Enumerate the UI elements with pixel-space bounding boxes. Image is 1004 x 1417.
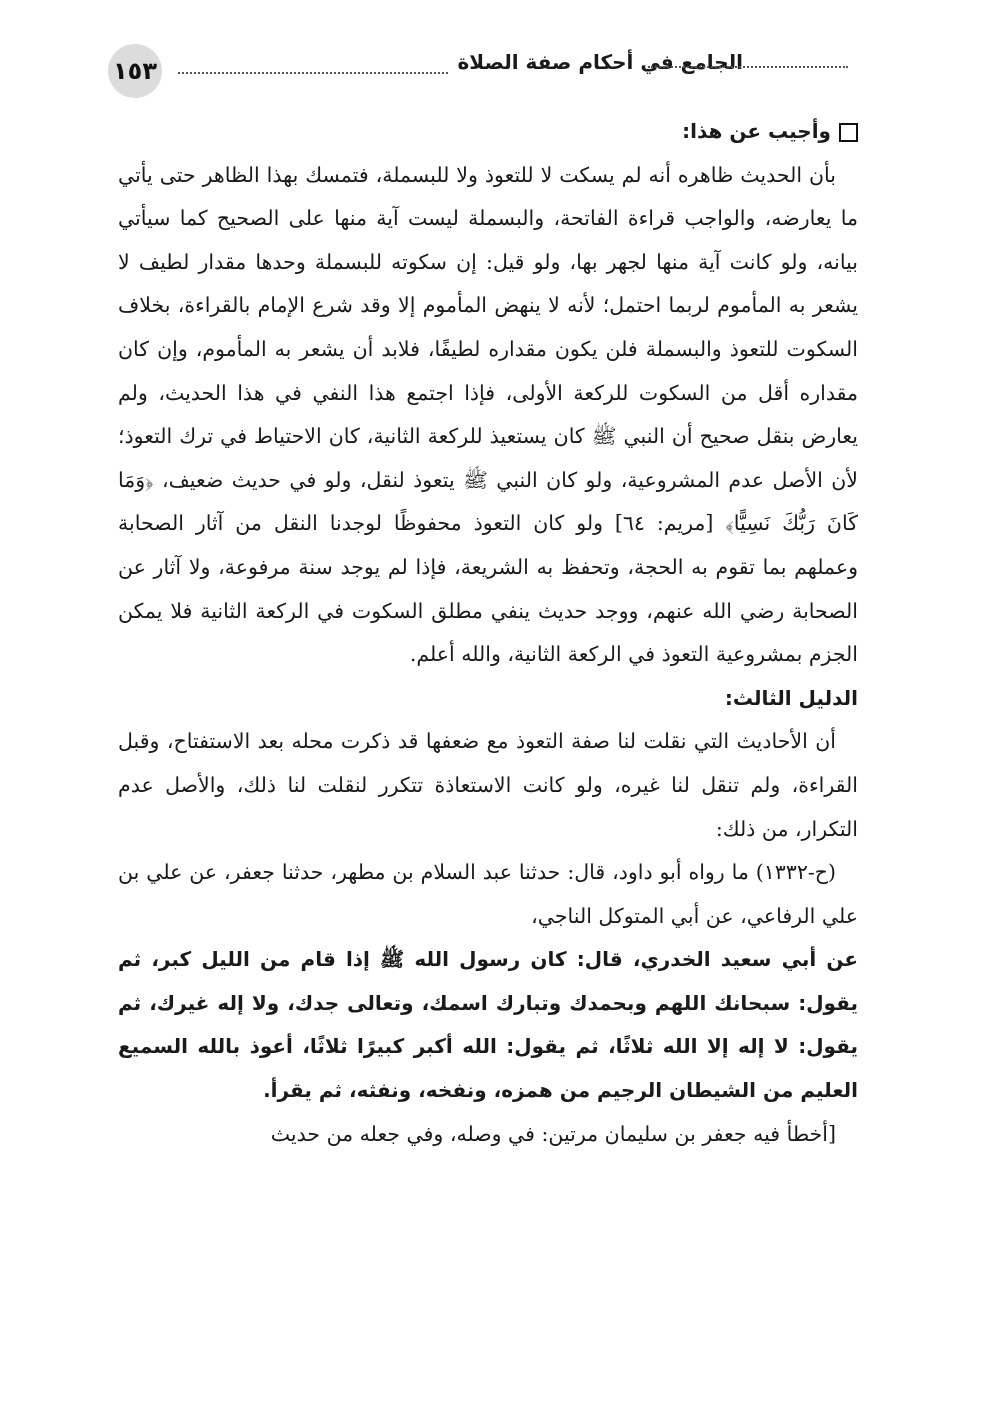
page-body — [118, 110, 858, 1156]
page-header — [108, 44, 848, 100]
paragraph-answer: بأن الحديث ظاهره أنه لم يسكت لا للتعوذ ولا للبسملة، فتمسك بهذا الظاهر حتى يأتي ما يعارضه، والواجب قراءة الفاتحة، والبسملة ليست آية منها على الصحيح كما سيأتي بيانه، ولو كانت آية منها لجهر بها، ولو قيل: إن سكوته للبسملة وحدها مقدار لطيف لا يشعر به المأموم لربما احتمل؛ لأنه لا ينهض المأموم إلا وقد شرع الإمام بالقراءة، بخلاف السكوت للتعوذ والبسملة فلن يكون مقداره لطيفًا، فلابد أن يشعر به المأموم، وإن كان مقداره أقل من السكوت للركعة الأولى، فإذا اجتمع هذا النفي في هذا الحديث، ولم يعارض بنقل صحيح أن النبي ﷺ كان يستعيذ للركعة الثانية، كان الاحتياط في ترك التعوذ؛ لأن الأصل عدم المشروعية، ولو كان النبي ﷺ يتعوذ لنقل، ولو في حديث ضعيف، ﴿وَمَا كَانَ رَبُّكَ نَسِيًّا﴾ [مريم: ٦٤] ولو كان التعوذ محفوظًا لوجدنا النقل من آثار الصحابة وعملهم بما تقوم به الحجة، وتحفظ به الشريعة، فإذا لم يوجد سنة مرفوعة، ولا آثار عن الصحابة رضي الله عنهم، ووجد حديث ينفي مطلق السكوت في الركعة الثانية فلا يمكن الجزم بمشروعية التعوذ في الركعة الثانية، والله أعلم. — [118, 162, 858, 667]
page-number: ١٥٣ — [108, 44, 162, 98]
answer-heading — [118, 110, 858, 154]
paragraph-third-evidence: أن الأحاديث التي نقلت لنا صفة التعوذ مع ضعفها قد ذكرت محله بعد الاستفتاح، وقبل القراءة، ولم تنقل لنا غيره، ولو كانت الاستعاذة تتكرر لنقلت لنا ذلك، والأصل عدم التكرار، من ذلك: — [118, 729, 858, 841]
paragraph-commentary: [أخطأ فيه جعفر بن سليمان مرتين: في وصله، وفي جعله من حديث — [270, 1121, 836, 1146]
checkbox-icon — [839, 123, 858, 142]
book-title: الجامع في أحكام صفة الصلاة — [457, 50, 743, 74]
header-dotted-rule-right — [648, 66, 848, 68]
paragraph-hadith-chain: (ح-١٣٣٢) ما رواه أبو داود، قال: حدثنا عبد السلام بن مطهر، حدثنا جعفر، عن علي بن علي الرفاعي، عن أبي المتوكل الناجي، — [118, 860, 858, 928]
header-dotted-rule-left — [178, 72, 448, 74]
hadith-text: عن أبي سعيد الخدري، قال: كان رسول الله ﷺ إذا قام من الليل كبر، ثم يقول: سبحانك اللهم وبحمدك وتبارك اسمك، وتعالى جدك، ولا إله غيرك، ثم يقول: لا إله إلا الله ثلاثًا، ثم يقول: الله أكبر كبيرًا ثلاثًا، أعوذ بالله السميع العليم من الشيطان الرجيم من همزه، ونفخه، ونفثه، ثم يقرأ. — [118, 947, 858, 1103]
answer-heading-text: وأجيب عن هذا: — [682, 119, 831, 143]
third-evidence-heading: الدليل الثالث: — [724, 685, 858, 710]
